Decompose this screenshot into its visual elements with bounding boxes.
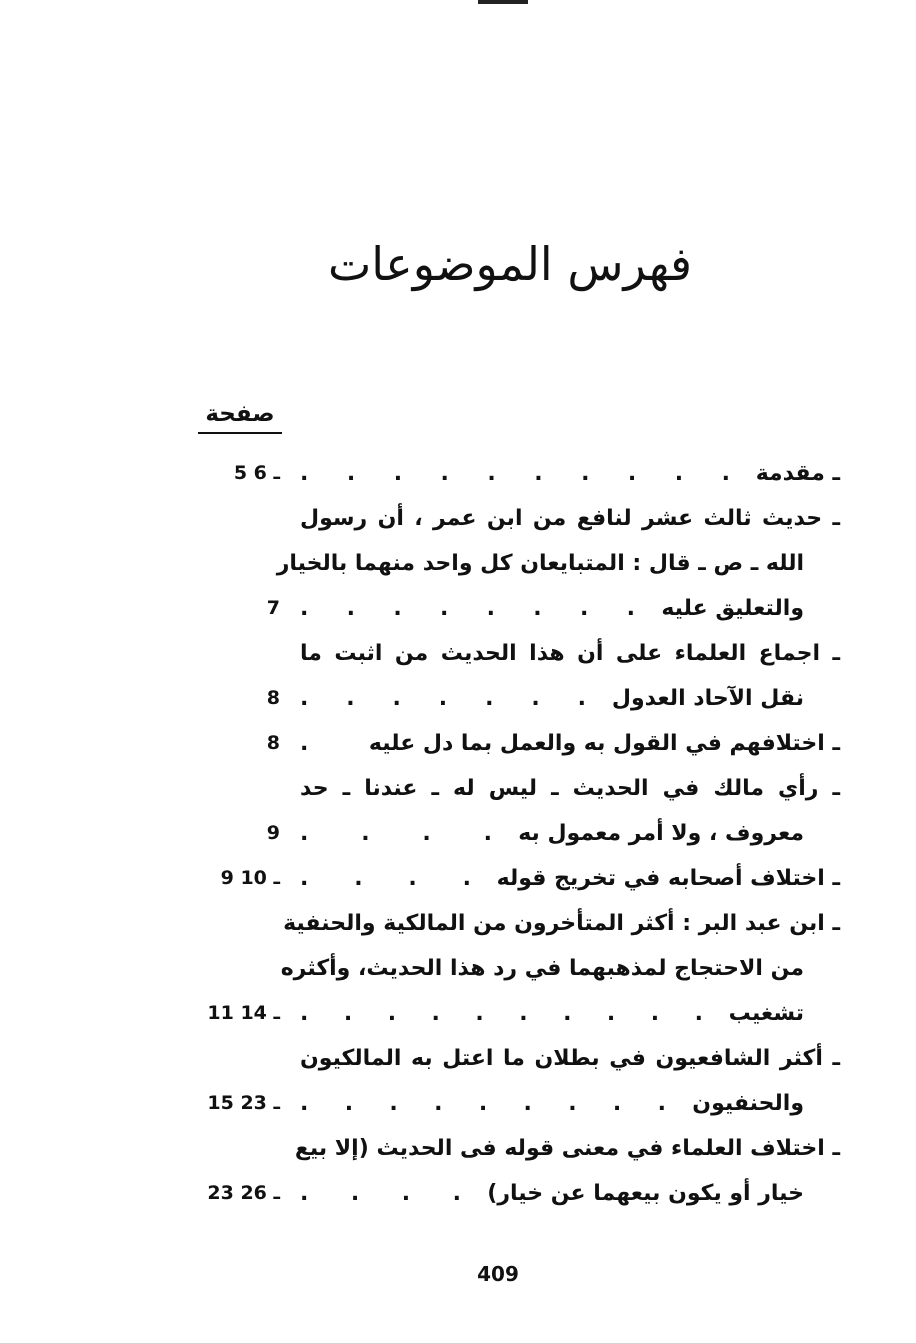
dot-leader: . . . . xyxy=(300,866,471,891)
toc-entry-text: ـ رأي مالك في الحديث ـ ليس له ـ عندنا ـ حد xyxy=(300,776,840,801)
top-margin-mark xyxy=(478,0,528,4)
toc-entry-text: ـ مقدمة xyxy=(755,461,840,486)
toc-page-ref: 8 xyxy=(266,732,280,754)
toc-entry-text: تشغيب xyxy=(728,1001,804,1026)
dot-leader: . . . . . . . xyxy=(300,686,586,711)
toc-entry-text: نقل الآحاد العدول xyxy=(611,686,804,711)
toc-entry-text: والتعليق عليه xyxy=(661,596,804,621)
toc-entry-line xyxy=(190,766,840,811)
page-title: فهرس الموضوعات xyxy=(327,237,693,291)
toc-entry-text: ـ اجماع العلماء على أن هذا الحديث من اثبت ما xyxy=(300,641,840,666)
toc-entry xyxy=(190,1036,840,1126)
toc-entry-line xyxy=(190,496,840,541)
toc-entry-line xyxy=(190,946,840,991)
table-of-contents xyxy=(190,451,840,1216)
dot-leader: . xyxy=(300,731,309,756)
toc-page-ref: 9 xyxy=(266,822,280,844)
toc-entry-last-line xyxy=(190,451,840,496)
toc-entry-last-line xyxy=(190,1081,840,1126)
toc-entry-text: من الاحتجاج لمذهبهما في رد هذا الحديث، وأكثره xyxy=(280,956,804,981)
toc-entry-text: ـ اختلاف العلماء في معنى قوله فى الحديث (إلا بيع xyxy=(294,1136,840,1161)
toc-page-ref: 23 ـ 26 xyxy=(207,1182,280,1204)
toc-entry-last-line xyxy=(190,721,840,766)
toc-entry-line xyxy=(190,901,840,946)
page-number: 409 xyxy=(477,1262,519,1286)
toc-entry xyxy=(190,901,840,1036)
toc-entry-text: خيار أو يكون بيعهما عن خيار) xyxy=(487,1181,804,1206)
toc-page-ref: 11 ـ 14 xyxy=(207,1002,280,1024)
toc-entry-text: ـ أكثر الشافعيون في بطلان ما اعتل به المالكيون xyxy=(300,1046,840,1071)
toc-entry-text: والحنفيون xyxy=(692,1091,804,1116)
toc-entry-text: ـ حديث ثالث عشر لنافع من ابن عمر ، أن رسول xyxy=(300,506,840,531)
page-column-header: صفحة xyxy=(198,398,282,434)
toc-entry xyxy=(190,631,840,721)
toc-entry-line xyxy=(190,541,840,586)
toc-entry-last-line xyxy=(190,991,840,1036)
toc-entry-last-line xyxy=(190,1171,840,1216)
toc-entry-line xyxy=(190,1126,840,1171)
toc-page-ref: 8 xyxy=(266,687,280,709)
dot-leader: . . . . xyxy=(300,1181,461,1206)
dot-leader: . . . . . . . . . . xyxy=(300,1001,703,1026)
toc-entry xyxy=(190,721,840,766)
toc-page-ref: 9 ـ 10 xyxy=(220,867,280,889)
toc-entry-last-line xyxy=(190,811,840,856)
toc-page-ref: 15 ـ 23 xyxy=(207,1092,280,1114)
toc-entry-text: معروف ، ولا أمر معمول به xyxy=(518,821,804,846)
toc-page-ref: 7 xyxy=(266,597,280,619)
toc-entry-last-line xyxy=(190,856,840,901)
dot-leader: . . . . . . . . xyxy=(300,596,635,621)
toc-entry-line xyxy=(190,1036,840,1081)
toc-entry-text: ـ اختلاف أصحابه في تخريج قوله xyxy=(496,866,840,891)
dot-leader: . . . . . . . . . xyxy=(300,1091,666,1116)
toc-entry-text: الله ـ ص ـ قال : المتبايعان كل واحد منهما بالخيار xyxy=(276,551,804,576)
toc-entry-last-line xyxy=(190,586,840,631)
toc-entry xyxy=(190,451,840,496)
toc-entry-last-line xyxy=(190,676,840,721)
toc-entry xyxy=(190,1126,840,1216)
toc-page-ref: 5 ـ 6 xyxy=(233,462,280,484)
dot-leader: . . . . xyxy=(300,821,492,846)
toc-entry xyxy=(190,856,840,901)
toc-entry xyxy=(190,496,840,631)
toc-entry xyxy=(190,766,840,856)
toc-entry-text: ـ اختلافهم في القول به والعمل بما دل عليه xyxy=(368,731,840,756)
dot-leader: . . . . . . . . . . xyxy=(300,461,730,486)
toc-entry-text: ـ ابن عبد البر : أكثر المتأخرون من المالكية والحنفية xyxy=(283,911,840,936)
toc-entry-line xyxy=(190,631,840,676)
